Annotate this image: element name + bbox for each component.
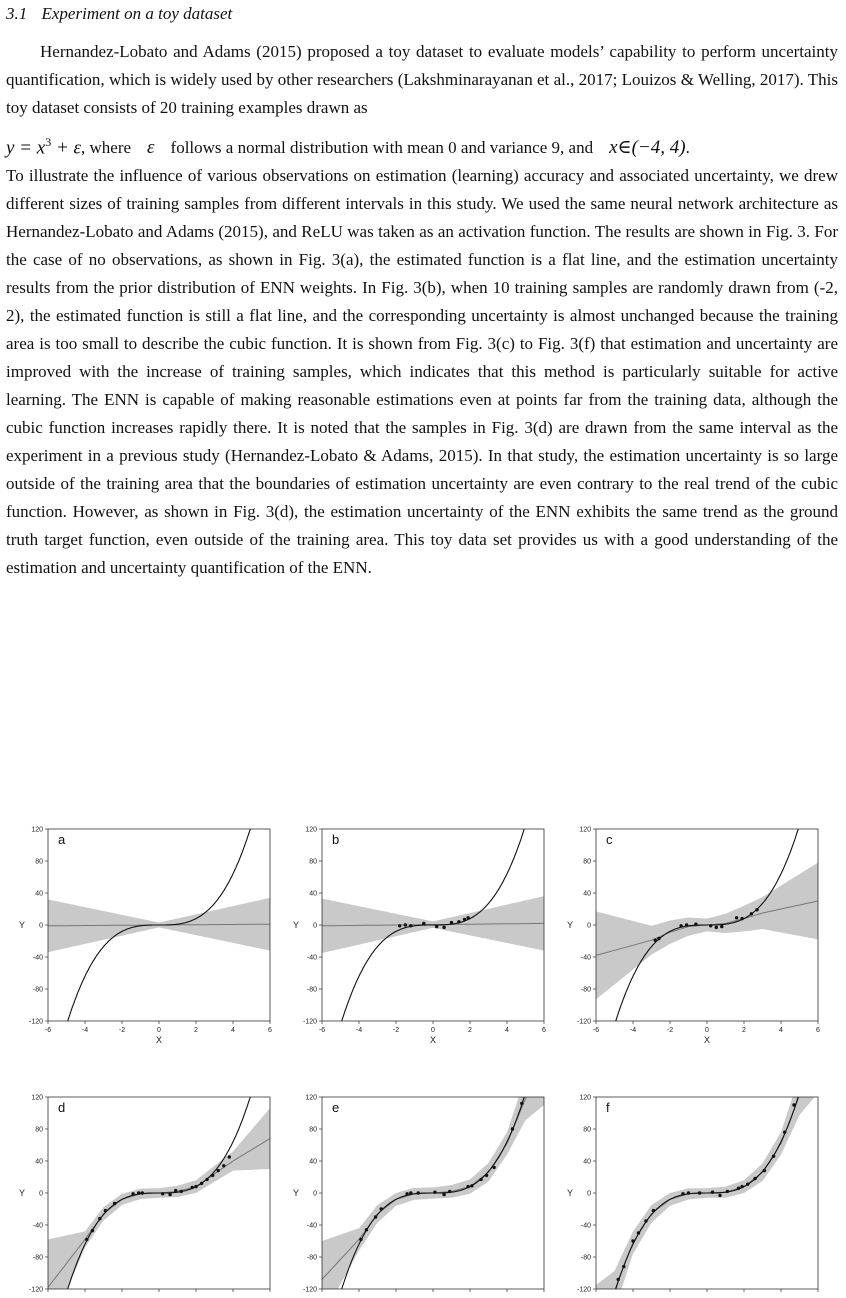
training-point xyxy=(442,926,445,929)
section-title: Experiment on a toy dataset xyxy=(41,4,233,23)
training-point xyxy=(735,916,738,919)
training-point xyxy=(720,925,723,928)
x-tick-label: 6 xyxy=(268,1027,272,1034)
training-point xyxy=(141,1191,144,1194)
x-tick-label: -4 xyxy=(81,1027,89,1034)
domain-expression: x∈(−4, 4) xyxy=(609,137,686,159)
training-point xyxy=(448,1190,451,1193)
training-point xyxy=(622,1265,625,1268)
training-point xyxy=(520,1102,523,1105)
equation: $y = x^3 + \varepsilon$ xyxy=(6,135,81,159)
y-tick-label: -40 xyxy=(32,1222,43,1230)
training-point xyxy=(746,1183,749,1186)
x-tick-label: 0 xyxy=(157,1027,161,1034)
training-point xyxy=(104,1209,107,1212)
y-tick-label: -120 xyxy=(302,1018,317,1026)
y-tick-label: 120 xyxy=(579,826,591,834)
chart-panel-f xyxy=(567,1020,820,1295)
training-point xyxy=(511,1127,514,1130)
x-tick-label: -2 xyxy=(392,1027,400,1034)
y-tick-label: 80 xyxy=(583,1126,591,1134)
training-point xyxy=(470,1184,473,1187)
training-point xyxy=(792,1103,795,1106)
x-tick-label: 4 xyxy=(231,1027,235,1034)
training-point xyxy=(685,923,688,926)
y-axis-label: Y xyxy=(18,1188,26,1198)
section-number: 3.1 xyxy=(6,4,28,23)
y-tick-label: -40 xyxy=(32,954,43,962)
y-tick-label: -40 xyxy=(580,954,591,962)
training-point xyxy=(398,924,401,927)
y-tick-label: 0 xyxy=(313,1190,317,1198)
x-tick-label: 6 xyxy=(542,1027,546,1034)
y-tick-label: -80 xyxy=(580,1254,591,1262)
y-tick-label: -80 xyxy=(306,986,317,994)
training-point xyxy=(85,1238,88,1241)
training-point xyxy=(709,924,712,927)
uncertainty-band xyxy=(322,1041,544,1295)
training-point xyxy=(98,1217,101,1220)
training-point xyxy=(737,1187,740,1190)
plot-area xyxy=(596,815,818,1098)
training-point xyxy=(740,1185,743,1188)
training-point xyxy=(783,1131,786,1134)
y-axis-label: Y xyxy=(292,1188,300,1198)
training-point xyxy=(417,1191,420,1194)
y-tick-label: -80 xyxy=(32,986,43,994)
panel-label: f xyxy=(606,1100,610,1115)
training-point xyxy=(191,1186,194,1189)
training-point xyxy=(359,1238,362,1241)
x-tick-label: 0 xyxy=(705,1027,709,1034)
y-tick-label: 0 xyxy=(39,922,43,930)
training-point xyxy=(652,1209,655,1212)
y-tick-label: 120 xyxy=(31,1094,43,1102)
y-tick-label: 120 xyxy=(305,1094,317,1102)
training-point xyxy=(694,923,697,926)
y-tick-label: 0 xyxy=(587,922,591,930)
paragraph-results: To illustrate the influence of various observations on estimation (learning) accuracy and associated uncertainty, we drew different sizes of training samples from different intervals in this study. We used the same neural network architecture as Hernandez-Lobato and Adams (2015), and ReLU was taken as an activation function. The results are shown in Fig. 3. For the case of no observations, as shown in Fig. 3(a), the estimated function is a flat line, and the estimation uncertainty results from the prior distribution of ENN weights. In Fig. 3(b), when 10 training samples are randomly drawn from (-2, 2), the estimated function is still a flat line, and the corresponding uncertainty is almost unchanged because the training area is too small to describe the cubic function. It is shown from Fig. 3(c) to Fig. 3(f) that estimation and uncertainty are improved with the increase of training samples, which indicates that this method is particularly suitable for active learning. The ENN is capable of making reasonable estimations even at points far from the training data, although the cubic function increases rapidly there. It is noted that the samples in Fig. 3(d) are drawn from the same interval as the experiment in a previous study (Hernandez-Lobato & Adams, 2015). In that study, the estimation uncertainty is so large outside of the training area that the boundaries of estimation uncertainty are even contrary to the real trend of the cubic function. However, as shown in Fig. 3(d), the estimation uncertainty of the ENN exhibits the same trend as the ground truth target function, even outside of the training area. This toy data set provides us with a good understanding of the estimation and uncertainty quantification of the ENN. xyxy=(6,166,838,577)
panel-label: a xyxy=(58,832,66,847)
training-point xyxy=(755,908,758,911)
y-tick-label: 80 xyxy=(309,858,317,866)
training-point xyxy=(222,1164,225,1167)
training-point xyxy=(654,939,657,942)
period: . xyxy=(685,138,690,158)
section-heading xyxy=(6,4,232,24)
training-point xyxy=(644,1219,647,1222)
uncertainty-band xyxy=(596,863,818,1000)
y-tick-label: 120 xyxy=(305,826,317,834)
y-tick-label: 80 xyxy=(35,858,43,866)
training-point xyxy=(657,937,660,940)
training-point xyxy=(217,1169,220,1172)
x-tick-label: 4 xyxy=(779,1027,783,1034)
y-tick-label: 80 xyxy=(35,1126,43,1134)
x-tick-label: 0 xyxy=(431,1027,435,1034)
training-point xyxy=(715,926,718,929)
y-tick-label: 40 xyxy=(583,890,591,898)
training-point xyxy=(442,1193,445,1196)
x-tick-label: -2 xyxy=(118,1027,126,1034)
chart-panel-b xyxy=(293,815,546,1098)
training-point xyxy=(409,924,412,927)
plot-area xyxy=(48,1020,270,1295)
training-point xyxy=(718,1194,721,1197)
training-point xyxy=(726,1190,729,1193)
y-tick-label: 80 xyxy=(309,1126,317,1134)
training-point xyxy=(365,1228,368,1231)
paragraph-intro: Hernandez-Lobato and Adams (2015) proposed a toy dataset to evaluate models’ capability to perform uncertainty quantification, which is widely used by other researchers (Lakshminarayanan et al., 2017; Louizos & Welling, 2017). This toy dataset consists of 20 training examples drawn as xyxy=(6,42,838,117)
y-tick-label: -40 xyxy=(580,1222,591,1230)
y-tick-label: 40 xyxy=(583,1158,591,1166)
plot-area xyxy=(596,1020,818,1295)
y-tick-label: 80 xyxy=(583,858,591,866)
y-tick-label: -120 xyxy=(576,1018,591,1026)
training-point xyxy=(174,1189,177,1192)
y-axis-label: Y xyxy=(566,920,574,930)
training-point xyxy=(180,1190,183,1193)
training-point xyxy=(113,1202,116,1205)
x-axis-label: X xyxy=(703,1035,711,1045)
y-tick-label: 120 xyxy=(31,826,43,834)
training-point xyxy=(409,1191,412,1194)
x-tick-label: -6 xyxy=(44,1027,52,1034)
training-point xyxy=(772,1155,775,1158)
training-point xyxy=(380,1207,383,1210)
training-point xyxy=(750,912,753,915)
training-point xyxy=(679,924,682,927)
training-point xyxy=(485,1174,488,1177)
x-tick-label: -4 xyxy=(629,1027,637,1034)
y-tick-label: 0 xyxy=(39,1190,43,1198)
plot-area xyxy=(322,1020,544,1295)
panel-label: b xyxy=(332,832,340,847)
training-point xyxy=(631,1239,634,1242)
where-text: , where xyxy=(81,138,132,158)
x-axis-label: X xyxy=(155,1035,163,1045)
training-point xyxy=(687,1191,690,1194)
y-tick-label: 40 xyxy=(309,1158,317,1166)
x-tick-label: -2 xyxy=(666,1027,674,1034)
y-axis-label: Y xyxy=(566,1188,574,1198)
y-tick-label: -120 xyxy=(302,1286,317,1294)
x-tick-label: 2 xyxy=(468,1027,472,1034)
training-point xyxy=(466,1185,469,1188)
training-point xyxy=(479,1178,482,1181)
training-point xyxy=(466,916,469,919)
training-point xyxy=(168,1193,171,1196)
distribution-text: follows a normal distribution with mean 0 and variance 9, and xyxy=(170,138,594,158)
training-point xyxy=(435,925,438,928)
body-text xyxy=(6,38,838,582)
y-tick-label: -80 xyxy=(580,986,591,994)
training-point xyxy=(492,1166,495,1169)
chart-panel-c xyxy=(567,815,820,1098)
training-point xyxy=(617,1278,620,1281)
plot-area xyxy=(48,815,270,1098)
training-point xyxy=(681,1192,684,1195)
training-point xyxy=(137,1191,140,1194)
training-point xyxy=(405,1192,408,1195)
y-axis-label: Y xyxy=(18,920,26,930)
training-point xyxy=(161,1192,164,1195)
y-tick-label: -120 xyxy=(28,1018,43,1026)
x-axis-label: X xyxy=(429,1035,437,1045)
training-point xyxy=(374,1215,377,1218)
training-point xyxy=(740,917,743,920)
chart-panel-a xyxy=(19,815,272,1098)
training-point xyxy=(450,921,453,924)
uncertainty-band xyxy=(48,1108,270,1295)
training-point xyxy=(194,1185,197,1188)
y-tick-label: -80 xyxy=(32,1254,43,1262)
training-point xyxy=(457,920,460,923)
panel-label: e xyxy=(332,1100,340,1115)
y-tick-label: -80 xyxy=(306,1254,317,1262)
training-point xyxy=(404,923,407,926)
uncertainty-band xyxy=(596,1037,818,1295)
training-point xyxy=(433,1191,436,1194)
y-tick-label: -120 xyxy=(28,1286,43,1294)
x-tick-label: 6 xyxy=(816,1027,820,1034)
epsilon-symbol: ε xyxy=(147,137,155,159)
panel-label: d xyxy=(58,1100,66,1115)
training-point xyxy=(711,1191,714,1194)
training-point xyxy=(211,1174,214,1177)
chart-panel-e xyxy=(293,1020,546,1295)
x-tick-label: 2 xyxy=(742,1027,746,1034)
x-tick-label: -6 xyxy=(592,1027,600,1034)
training-point xyxy=(422,922,425,925)
y-tick-label: -40 xyxy=(306,1222,317,1230)
training-point xyxy=(637,1231,640,1234)
y-tick-label: 40 xyxy=(35,890,43,898)
y-tick-label: -120 xyxy=(576,1286,591,1294)
y-tick-label: 0 xyxy=(587,1190,591,1198)
y-tick-label: 40 xyxy=(309,890,317,898)
panel-label: c xyxy=(606,832,613,847)
training-point xyxy=(131,1192,134,1195)
x-tick-label: -6 xyxy=(318,1027,326,1034)
training-point xyxy=(463,918,466,921)
training-point xyxy=(763,1169,766,1172)
x-tick-label: 4 xyxy=(505,1027,509,1034)
y-tick-label: 0 xyxy=(313,922,317,930)
equation-line xyxy=(6,122,838,162)
training-point xyxy=(228,1155,231,1158)
ground-truth-curve xyxy=(48,815,270,1098)
training-point xyxy=(205,1178,208,1181)
y-axis-label: Y xyxy=(292,920,300,930)
x-tick-label: -4 xyxy=(355,1027,363,1034)
y-tick-label: 120 xyxy=(579,1094,591,1102)
plot-area xyxy=(322,815,544,1098)
x-tick-label: 2 xyxy=(194,1027,198,1034)
y-tick-label: 40 xyxy=(35,1158,43,1166)
y-tick-label: -40 xyxy=(306,954,317,962)
training-point xyxy=(200,1182,203,1185)
training-point xyxy=(91,1229,94,1232)
figure-3-panels xyxy=(0,815,846,1295)
training-point xyxy=(698,1191,701,1194)
training-point xyxy=(753,1177,756,1180)
chart-panel-d xyxy=(19,1020,272,1295)
ground-truth-curve xyxy=(322,815,544,1098)
